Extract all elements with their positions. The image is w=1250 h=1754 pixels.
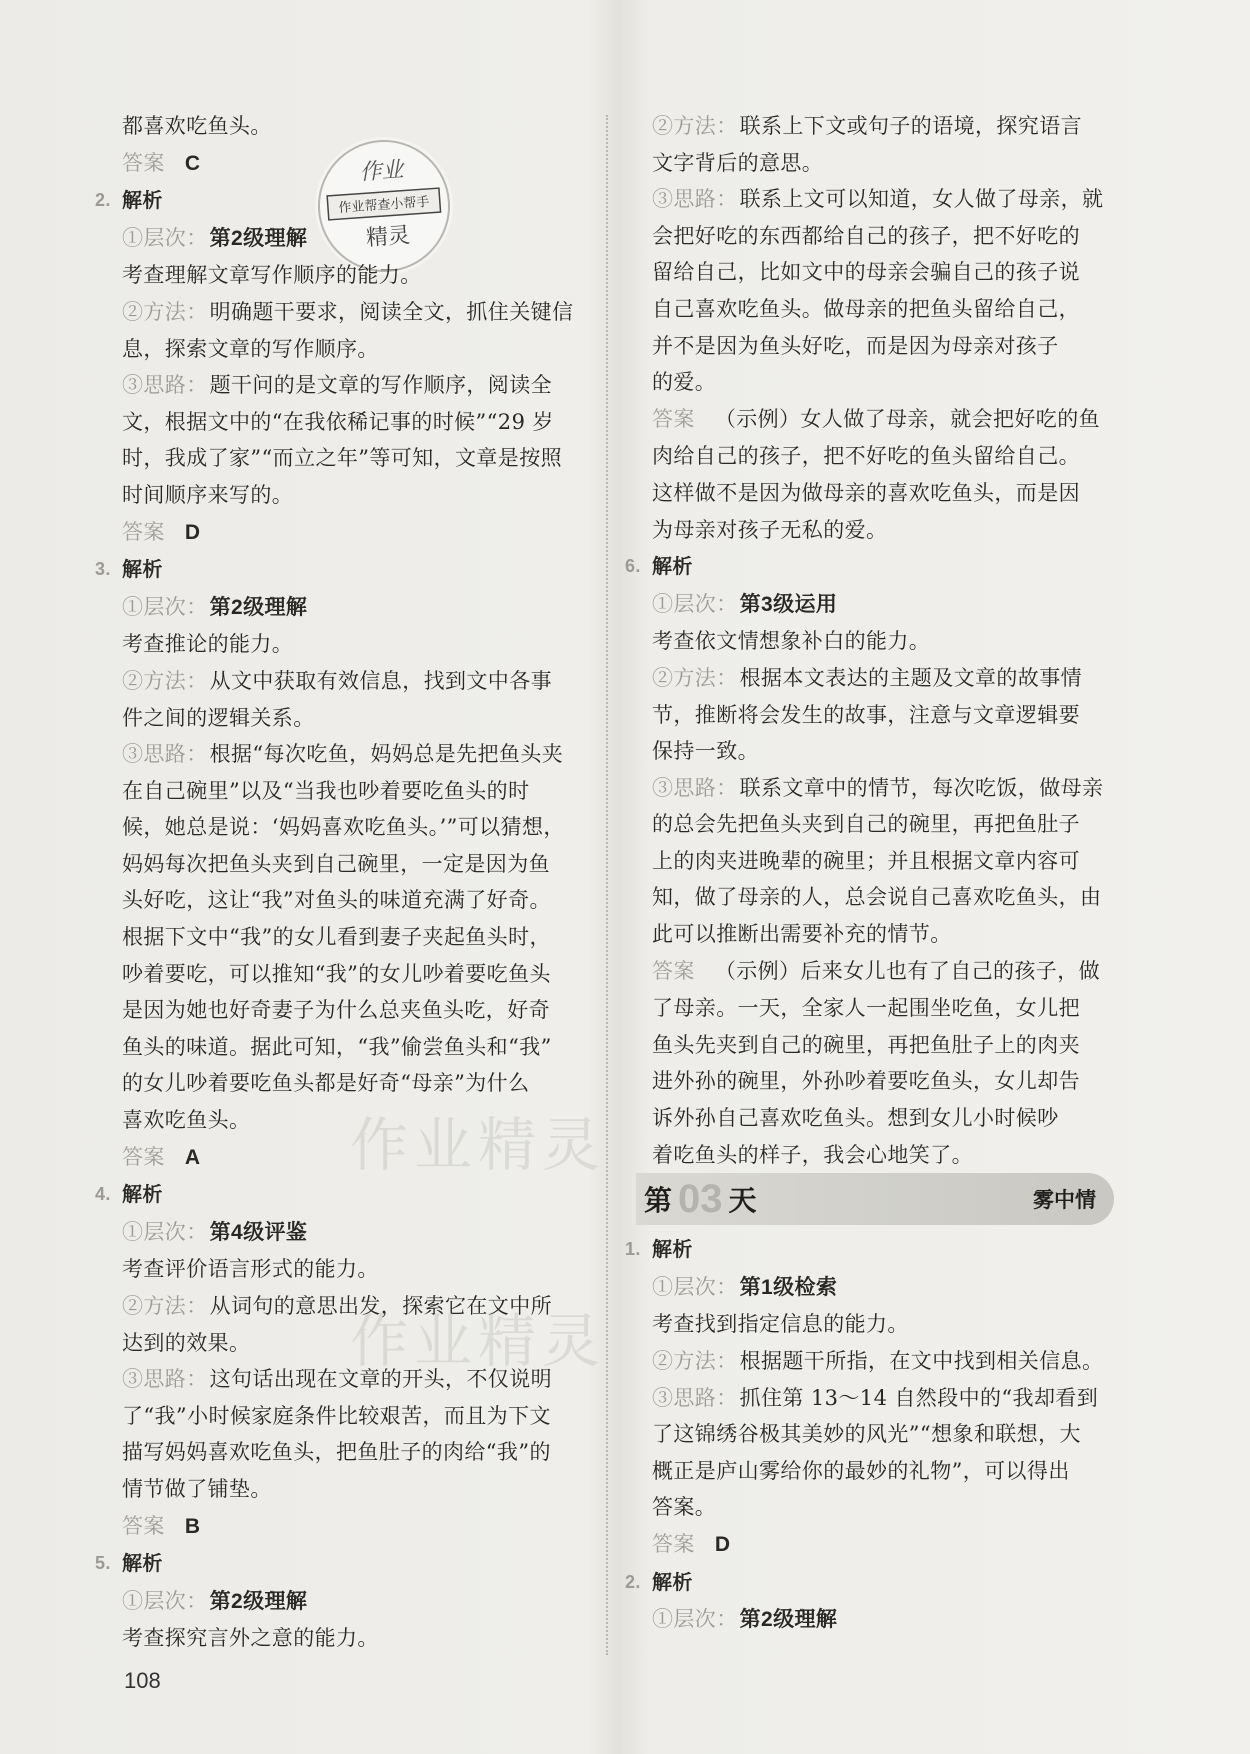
analysis-label: 解析 [122,1553,163,1576]
step-label: ①层次： [652,1607,738,1632]
answer-line [122,1508,590,1546]
text-line [122,1065,590,1102]
text-line [122,1251,590,1288]
text-line [122,440,590,477]
text-line [122,1214,590,1252]
text-line [122,367,590,404]
text-line [652,623,1122,660]
body-text: 了母亲。一天，全家人一起围坐吃鱼，女儿把 [652,996,1080,1021]
step-label: ②方法： [652,1349,738,1373]
answer-line [122,1139,590,1177]
text-line [122,1471,590,1508]
body-text: 的爱。 [652,370,717,395]
body-text: 自己喜欢吃鱼头。做母亲的把鱼头留给自己， [652,296,1080,321]
answer-line [122,514,590,552]
body-text: 诉外孙自己喜欢吃鱼头。想到女儿小时候吵 [652,1106,1059,1131]
body-text: 时，我成了家”“而立之年”等可知，文章是按照 [122,446,563,471]
body-text: 吵着要吃，可以推知“我”的女儿吵着要吃鱼头 [122,961,551,986]
body-text: 考查推论的能力。 [122,632,294,657]
question-number: 4. [95,1184,111,1205]
text-line [122,108,590,145]
step-label: ②方法： [652,114,738,138]
body-text: 文字背后的意思。 [652,150,824,175]
answer-line [652,1526,1122,1564]
step-label: ③思路： [122,373,208,398]
column-divider [606,115,608,1655]
text-line [122,220,590,258]
text-line [122,1029,590,1066]
text-line [122,1361,590,1398]
text-line [122,846,590,883]
text-line [122,589,590,627]
body-text: 联系文章中的情节，每次吃饭，做母亲 [739,775,1104,800]
text-line [652,1380,1122,1417]
body-text: 抓住第 13～14 自然段中的“我却看到 [739,1385,1099,1410]
text-line [652,660,1122,697]
day-prefix: 第 [644,1185,673,1217]
svg-text:精灵: 精灵 [365,223,412,252]
right-column [625,108,1122,1639]
text-line [652,1269,1122,1307]
body-text: 并不是因为鱼头好吃，而是因为母亲对孩子 [652,333,1059,358]
text-line [652,697,1122,734]
body-text: 喜欢吃鱼头。 [122,1108,251,1133]
body-text: 考查依文情想象补白的能力。 [652,629,931,654]
body-text: 从文中获取有效信息，找到文中各事 [209,668,553,693]
level-text: 第2级理解 [209,226,308,250]
text-line [122,773,590,810]
answer-value: D [714,1532,731,1556]
answer-label: 答案 [652,407,695,431]
text-line [652,291,1122,328]
text-line [122,331,590,368]
body-text: 都喜欢吃鱼头。 [122,114,272,138]
body-text: 的总会先把鱼头夹到自己的碗里，再把鱼肚子 [652,812,1080,837]
step-label: ②方法： [652,665,738,690]
body-text: 这句话出现在文章的开头，不仅说明 [209,1367,553,1392]
body-text: 了这锦绣谷极其美妙的风光”“想象和联想，大 [652,1422,1081,1447]
step-label: ②方法： [122,668,208,693]
text-line [122,700,590,737]
left-column [95,108,590,1657]
day-title: 雾中情 [1033,1189,1096,1213]
text-line [652,586,1122,624]
step-label: ②方法： [122,1294,208,1318]
body-text: 会把好吃的东西都给自己的孩子，把不好吃的 [652,223,1080,248]
body-text: 考查探究言外之意的能力。 [122,1626,379,1651]
step-label: ③思路： [652,775,738,800]
watermark: 作业精灵 [350,1307,607,1375]
answer-line [652,401,1122,439]
answer-label: 答案 [652,959,695,983]
step-label: ③思路： [122,742,208,767]
text-line [652,1343,1122,1380]
body-text: 达到的效果。 [122,1330,251,1355]
text-line [652,438,1122,475]
text-line [122,919,590,956]
day-number: 03 [678,1176,723,1221]
question-number: 2. [625,1571,641,1592]
question-heading [625,1564,1122,1602]
question-heading [95,1545,590,1583]
watermark: 作业精灵 [350,1111,607,1179]
body-text: 头好吃，这让“我”对鱼头的味道充满了好奇。 [122,888,551,913]
level-text: 第2级理解 [209,595,308,619]
body-text: 联系上下文或句子的语境，探究语言 [739,114,1083,138]
body-text: 妈妈每次把鱼头夹到自己碗里，一定是因为鱼 [122,851,550,876]
analysis-label: 解析 [122,1184,163,1207]
text-line [122,1583,590,1621]
text-line [122,809,590,846]
svg-text:作业帮查小帮手: 作业帮查小帮手 [338,194,430,217]
text-line [652,1601,1122,1639]
body-text: 从词句的意思出发，探索它在文中所 [209,1294,553,1318]
text-line [652,916,1122,953]
body-text: 的女儿吵着要吃鱼头都是好奇“母亲”为什么 [122,1071,530,1096]
body-text: 肉给自己的孩子，把不好吃的鱼头留给自己。 [652,444,1080,469]
body-text: 联系上文可以知道，女人做了母亲，就 [739,187,1104,212]
text-line [122,1102,590,1139]
body-text: 留给自己，比如文中的母亲会骗自己的孩子说 [652,260,1080,285]
analysis-label: 解析 [652,556,693,579]
step-label: ①层次： [652,1274,738,1299]
analysis-label: 解析 [122,559,163,582]
step-label: ①层次： [122,1219,208,1244]
text-line [652,990,1122,1027]
step-label: ①层次： [122,594,208,619]
body-text: 考查评价语言形式的能力。 [122,1257,379,1282]
question-number: 3. [95,559,111,580]
body-text: 节，推断将会发生的故事，注意与文章逻辑要 [652,702,1080,727]
body-text: 保持一致。 [652,739,759,764]
text-line [652,843,1122,880]
body-text: 息，探索文章的写作顺序。 [122,336,379,361]
text-line [652,328,1122,365]
level-text: 第2级理解 [739,1608,838,1632]
text-line [652,108,1122,145]
body-text: 答案。 [652,1495,717,1520]
question-heading [625,1231,1122,1269]
analysis-label: 解析 [652,1239,693,1262]
body-text: 根据“每次吃鱼，妈妈总是先把鱼头夹 [209,742,564,767]
question-number: 5. [95,1553,111,1574]
body-text: 是因为她也好奇妻子为什么总夹鱼头吃，好奇 [122,998,550,1023]
text-line [122,736,590,773]
page-number: 108 [124,1668,161,1693]
text-line [122,1325,590,1362]
body-text: 此可以推断出需要补充的情节。 [652,922,952,947]
level-text: 第4级评鉴 [209,1220,308,1244]
text-line [652,218,1122,255]
answer-label: 答案 [652,1532,695,1556]
answer-line [122,145,590,186]
answer-text: （示例）女人做了母亲，就会把好吃的鱼 [714,406,1101,431]
text-line [652,770,1122,807]
text-line [652,475,1122,512]
text-line [652,1416,1122,1453]
text-line [652,1063,1122,1100]
body-text: 描写妈妈喜欢吃鱼头，把鱼肚子的肉给“我”的 [122,1440,551,1465]
text-line [122,257,590,294]
day-suffix: 天 [728,1185,757,1217]
day-banner [636,1173,1114,1225]
text-line [652,254,1122,291]
body-text: 着吃鱼头的样子，我会心地笑了。 [652,1142,973,1167]
body-text: 鱼头的味道。据此可知，“我”偷尝鱼头和“我” [122,1034,552,1059]
text-line [652,145,1122,182]
answer-label: 答案 [122,520,165,544]
question-heading [95,1176,590,1214]
text-line [122,956,590,993]
step-label: ③思路： [122,1367,208,1392]
text-line [652,879,1122,916]
body-text: 知，做了母亲的人，总会说自己喜欢吃鱼头，由 [652,885,1102,910]
step-label: ②方法： [122,299,208,324]
question-heading [95,182,590,220]
answer-line [652,953,1122,991]
analysis-label: 解析 [122,190,163,213]
question-heading [625,548,1122,586]
answer-label: 答案 [122,1514,165,1538]
text-line [122,626,590,663]
text-line [652,1489,1122,1526]
text-line [122,404,590,441]
text-line [652,1027,1122,1064]
text-line [122,1434,590,1471]
step-label: ③思路： [652,187,738,212]
answer-label: 答案 [122,151,165,175]
step-label: ①层次： [652,591,738,616]
question-heading [95,551,590,589]
step-label: ①层次： [122,1588,208,1613]
text-line [122,294,590,331]
body-text: 根据题干所指，在文中找到相关信息。 [739,1349,1104,1373]
text-line [652,181,1122,218]
body-text: 这样做不是因为做母亲的喜欢吃鱼头，而是因 [652,480,1080,505]
body-text: 在自己碗里”以及“当我也吵着要吃鱼头的时 [122,778,530,803]
body-text: 鱼头先夹到自己的碗里，再把鱼肚子上的肉夹 [652,1032,1080,1057]
body-text: 根据下文中“我”的女儿看到妻子夹起鱼头时， [122,925,551,950]
level-text: 第3级运用 [739,592,838,616]
text-line [122,1620,590,1657]
body-text: 上的肉夹进晚辈的碗里；并且根据文章内容可 [652,848,1080,873]
body-text: 件之间的逻辑关系。 [122,705,315,730]
analysis-label: 解析 [652,1571,693,1594]
answer-value: A [184,1145,201,1169]
body-text: 为母亲对孩子无私的爱。 [652,517,888,542]
body-text: 明确题干要求，阅读全文，抓住关键信 [209,299,574,324]
text-line [652,733,1122,770]
text-line [652,364,1122,401]
text-line [652,1137,1122,1174]
body-text: 候，她总是说：‘妈妈喜欢吃鱼头。’”可以猜想， [122,815,565,840]
text-line [122,882,590,919]
svg-text:作业: 作业 [358,157,405,186]
step-label: ③思路： [652,1385,738,1410]
text-line [122,663,590,700]
body-text: 考查理解文章写作顺序的能力。 [122,263,422,288]
answer-text: （示例）后来女儿也有了自己的孩子，做 [714,958,1101,983]
answer-label: 答案 [122,1145,165,1169]
answer-value: B [184,1514,201,1538]
text-line [652,1453,1122,1490]
question-number: 6. [625,556,641,577]
step-label: ①层次： [122,225,208,250]
text-line [122,1288,590,1325]
text-line [122,992,590,1029]
body-text: 时间顺序来写的。 [122,482,294,507]
body-text: 了“我”小时候家庭条件比较艰苦，而且为下文 [122,1403,551,1428]
text-line [652,512,1122,549]
text-line [652,1100,1122,1137]
answer-value: C [184,151,201,175]
body-text: 根据本文表达的主题及文章的故事情 [739,665,1083,690]
body-text: 进外孙的碗里，外孙吵着要吃鱼头，女儿却告 [652,1069,1080,1094]
body-text: 考查找到指定信息的能力。 [652,1312,909,1337]
body-text: 文，根据文中的“在我依稀记事的时候”“29 岁 [122,409,554,434]
question-number: 2. [95,190,111,211]
level-text: 第2级理解 [209,1589,308,1613]
text-line [652,806,1122,843]
text-line [122,1398,590,1435]
text-line [652,1306,1122,1343]
question-number: 1. [625,1239,641,1260]
answer-value: D [184,520,201,544]
body-text: 概正是庐山雾给你的最妙的礼物”，可以得出 [652,1458,1070,1483]
level-text: 第1级检索 [739,1275,838,1299]
text-line [122,477,590,514]
body-text: 情节做了铺垫。 [122,1476,272,1501]
body-text: 题干问的是文章的写作顺序，阅读全 [209,373,553,398]
